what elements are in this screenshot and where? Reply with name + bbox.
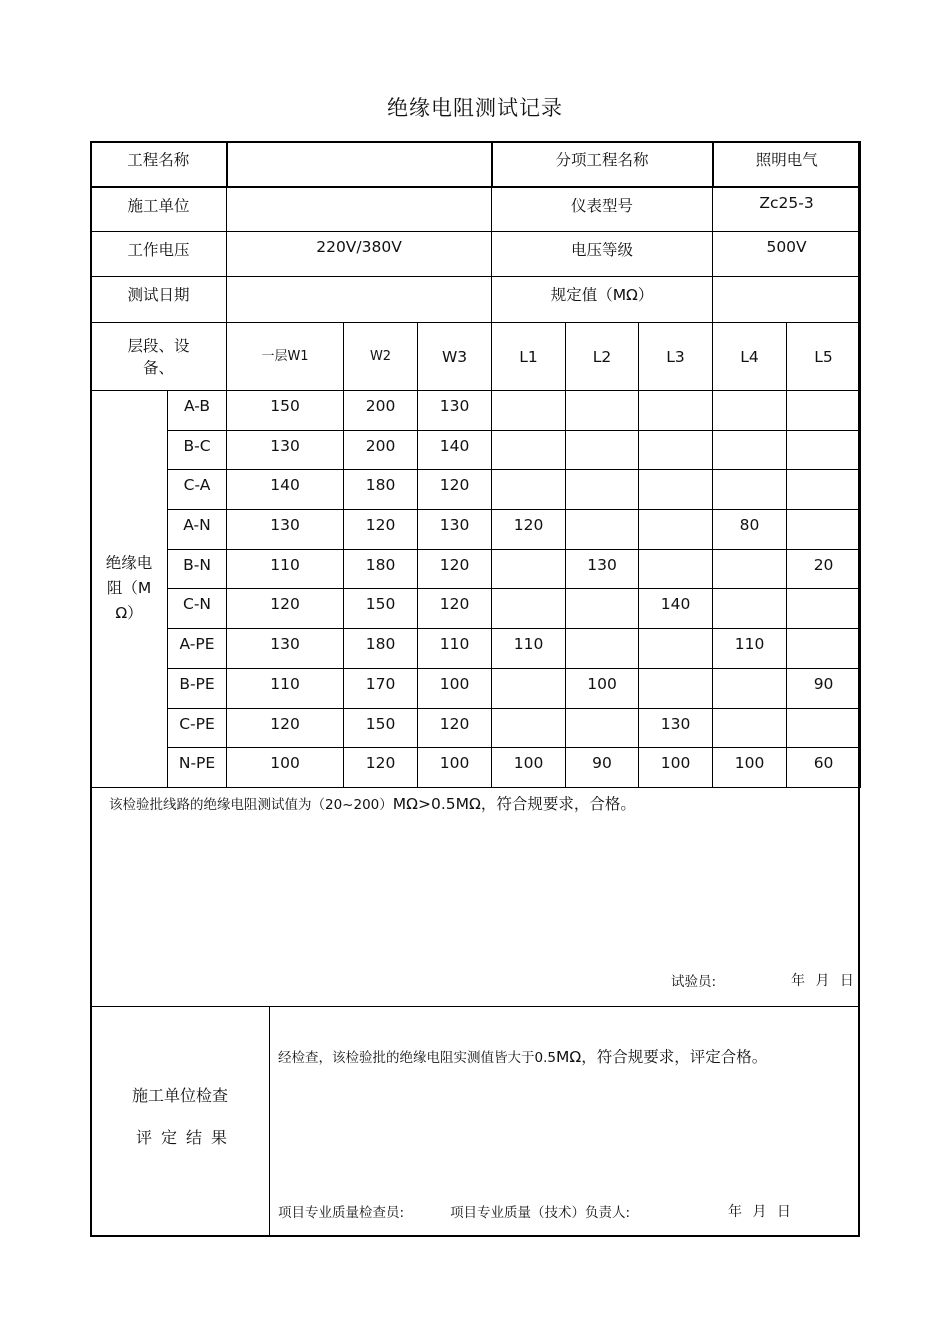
resistance-value[interactable]: 110 bbox=[227, 668, 344, 708]
resistance-value[interactable] bbox=[639, 668, 713, 708]
table-row bbox=[91, 510, 861, 550]
phase-label: C-N bbox=[168, 589, 227, 629]
resistance-value[interactable]: 150 bbox=[344, 589, 418, 629]
resistance-value[interactable] bbox=[492, 589, 566, 629]
meter-model-label: 仪表型号 bbox=[492, 187, 713, 232]
resistance-value[interactable]: 120 bbox=[418, 470, 492, 510]
resistance-value[interactable]: 100 bbox=[418, 668, 492, 708]
resistance-value[interactable]: 140 bbox=[639, 589, 713, 629]
resistance-value[interactable]: 120 bbox=[344, 510, 418, 550]
evaluation-text-small: 经检查，该检验批的绝缘电阻实测值皆大于0.5 bbox=[278, 1050, 556, 1066]
resistance-value[interactable]: 100 bbox=[227, 748, 344, 788]
resistance-value[interactable] bbox=[787, 629, 861, 669]
column-header-4: L1 bbox=[492, 323, 566, 391]
resistance-value[interactable] bbox=[713, 549, 787, 589]
working-voltage-label: 工作电压 bbox=[91, 232, 227, 277]
resistance-value[interactable]: 180 bbox=[344, 549, 418, 589]
evaluation-text bbox=[278, 1045, 767, 1067]
resistance-value[interactable] bbox=[492, 430, 566, 470]
resistance-value[interactable]: 80 bbox=[713, 510, 787, 550]
sub-project-value[interactable]: 照明电气 bbox=[713, 142, 861, 187]
resistance-value[interactable]: 20 bbox=[787, 549, 861, 589]
resistance-value[interactable]: 120 bbox=[344, 748, 418, 788]
resistance-value[interactable]: 180 bbox=[344, 470, 418, 510]
table-row bbox=[91, 748, 861, 788]
table-row bbox=[91, 668, 861, 708]
construction-unit-value[interactable] bbox=[227, 187, 492, 232]
record-table bbox=[90, 141, 861, 788]
table-row bbox=[91, 430, 861, 470]
resistance-value[interactable]: 130 bbox=[418, 391, 492, 431]
phase-label: A-B bbox=[168, 391, 227, 431]
table-row bbox=[91, 470, 861, 510]
resistance-value[interactable] bbox=[639, 510, 713, 550]
resistance-value[interactable] bbox=[566, 629, 639, 669]
resistance-value[interactable]: 100 bbox=[713, 748, 787, 788]
resistance-value[interactable]: 120 bbox=[418, 708, 492, 748]
table-row bbox=[91, 629, 861, 669]
resistance-value[interactable]: 130 bbox=[639, 708, 713, 748]
phase-label: B-N bbox=[168, 549, 227, 589]
resistance-value[interactable] bbox=[492, 668, 566, 708]
test-conclusion-text bbox=[109, 792, 636, 814]
phase-label: C-A bbox=[168, 470, 227, 510]
resistance-value[interactable] bbox=[639, 549, 713, 589]
conclusion-text-small: 该检验批线路的绝缘电阻测试值为（20~200） bbox=[109, 797, 393, 813]
construction-unit-label: 施工单位 bbox=[91, 187, 227, 232]
column-header-6: L3 bbox=[639, 323, 713, 391]
working-voltage-value[interactable]: 220V/380V bbox=[227, 232, 492, 277]
resistance-value[interactable] bbox=[713, 470, 787, 510]
insulation-resistance-label bbox=[91, 391, 168, 788]
resistance-value[interactable]: 150 bbox=[344, 708, 418, 748]
resistance-value[interactable]: 120 bbox=[418, 589, 492, 629]
resistance-value[interactable]: 110 bbox=[492, 629, 566, 669]
phase-label: C-PE bbox=[168, 708, 227, 748]
test-conclusion-box bbox=[90, 786, 860, 1007]
resistance-value[interactable]: 120 bbox=[227, 708, 344, 748]
resistance-value[interactable] bbox=[639, 629, 713, 669]
conclusion-text-big: MΩ>0.5MΩ，符合规要求，合格。 bbox=[392, 795, 636, 813]
resistance-value[interactable] bbox=[787, 470, 861, 510]
resistance-value[interactable] bbox=[639, 430, 713, 470]
sub-project-label: 分项工程名称 bbox=[492, 142, 713, 187]
phase-label: A-PE bbox=[168, 629, 227, 669]
voltage-class-label: 电压等级 bbox=[492, 232, 713, 277]
phase-label: B-C bbox=[168, 430, 227, 470]
resistance-value[interactable]: 120 bbox=[492, 510, 566, 550]
column-header-1: 一层W1 bbox=[227, 323, 344, 391]
evaluation-box bbox=[90, 1007, 860, 1237]
inspector-label: 项目专业质量检查员: bbox=[278, 1205, 405, 1221]
table-row bbox=[91, 708, 861, 748]
resistance-value[interactable] bbox=[787, 589, 861, 629]
resistance-value[interactable] bbox=[566, 470, 639, 510]
column-header-2: W2 bbox=[344, 323, 418, 391]
spec-value-value[interactable] bbox=[713, 277, 861, 323]
resistance-value[interactable]: 130 bbox=[566, 549, 639, 589]
resistance-value[interactable] bbox=[492, 708, 566, 748]
resistance-value[interactable] bbox=[639, 391, 713, 431]
resistance-value[interactable] bbox=[639, 470, 713, 510]
evaluation-date: 年 月 日 bbox=[728, 1204, 791, 1220]
resistance-value[interactable] bbox=[787, 708, 861, 748]
voltage-class-value[interactable]: 500V bbox=[713, 232, 861, 277]
resistance-value[interactable] bbox=[787, 391, 861, 431]
resistance-value[interactable]: 130 bbox=[227, 430, 344, 470]
resistance-value[interactable] bbox=[713, 391, 787, 431]
evaluation-signatures bbox=[278, 1201, 630, 1221]
column-header-7: L4 bbox=[713, 323, 787, 391]
resistance-value[interactable] bbox=[713, 668, 787, 708]
resistance-value[interactable] bbox=[566, 430, 639, 470]
resistance-value[interactable]: 130 bbox=[227, 510, 344, 550]
resistance-value[interactable]: 110 bbox=[713, 629, 787, 669]
responsible-label: 项目专业质量（技术）负责人: bbox=[450, 1205, 631, 1221]
resistance-value[interactable] bbox=[787, 430, 861, 470]
resistance-value[interactable] bbox=[492, 549, 566, 589]
resistance-value[interactable]: 60 bbox=[787, 748, 861, 788]
resistance-value[interactable]: 90 bbox=[787, 668, 861, 708]
resistance-value[interactable] bbox=[713, 708, 787, 748]
project-name-value[interactable] bbox=[227, 142, 492, 187]
resistance-value[interactable]: 170 bbox=[344, 668, 418, 708]
column-header-5: L2 bbox=[566, 323, 639, 391]
evaluation-text-big: MΩ，符合规要求，评定合格。 bbox=[555, 1048, 768, 1066]
phase-label: A-N bbox=[168, 510, 227, 550]
resistance-value[interactable]: 140 bbox=[418, 430, 492, 470]
evaluation-label-line2: 评定结果 bbox=[135, 1128, 236, 1147]
resistance-value[interactable]: 100 bbox=[566, 668, 639, 708]
resistance-value[interactable]: 90 bbox=[566, 748, 639, 788]
table-row bbox=[91, 589, 861, 629]
resistance-value[interactable] bbox=[492, 470, 566, 510]
table-row bbox=[91, 549, 861, 589]
table-row bbox=[91, 391, 861, 431]
column-header-3: W3 bbox=[418, 323, 492, 391]
resistance-value[interactable]: 140 bbox=[227, 470, 344, 510]
resistance-value[interactable] bbox=[566, 510, 639, 550]
tester-label: 试验员: bbox=[671, 974, 717, 990]
test-date-value[interactable] bbox=[227, 277, 492, 323]
insulation-resistance-text: 绝缘电阻（MΩ） bbox=[105, 554, 153, 623]
resistance-value[interactable] bbox=[492, 391, 566, 431]
resistance-value[interactable]: 150 bbox=[227, 391, 344, 431]
resistance-value[interactable] bbox=[566, 589, 639, 629]
tester-date: 年 月 日 bbox=[791, 973, 854, 989]
resistance-value[interactable] bbox=[787, 510, 861, 550]
evaluation-label-cell bbox=[90, 1007, 270, 1237]
resistance-value[interactable]: 100 bbox=[639, 748, 713, 788]
resistance-value[interactable]: 110 bbox=[227, 549, 344, 589]
resistance-value[interactable]: 100 bbox=[492, 748, 566, 788]
row-header-text: 层段、设备、 bbox=[127, 336, 190, 377]
resistance-value[interactable]: 130 bbox=[418, 510, 492, 550]
project-name-label: 工程名称 bbox=[91, 142, 227, 187]
resistance-value[interactable]: 200 bbox=[344, 430, 418, 470]
resistance-value[interactable]: 130 bbox=[227, 629, 344, 669]
resistance-value[interactable] bbox=[566, 708, 639, 748]
resistance-value[interactable]: 120 bbox=[418, 549, 492, 589]
evaluation-label-line1: 施工单位检查 bbox=[131, 1086, 228, 1105]
row-header-label bbox=[91, 323, 227, 391]
resistance-value[interactable]: 180 bbox=[344, 629, 418, 669]
phase-label: B-PE bbox=[168, 668, 227, 708]
spec-value-label: 规定值（MΩ） bbox=[492, 277, 713, 323]
resistance-value[interactable]: 200 bbox=[344, 391, 418, 431]
phase-label: N-PE bbox=[168, 748, 227, 788]
resistance-value[interactable] bbox=[713, 430, 787, 470]
page-title: 绝缘电阻测试记录 bbox=[387, 96, 563, 120]
meter-model-value[interactable]: Zc25-3 bbox=[713, 187, 861, 232]
resistance-value[interactable]: 120 bbox=[227, 589, 344, 629]
column-header-8: L5 bbox=[787, 323, 861, 391]
resistance-value[interactable] bbox=[713, 589, 787, 629]
test-date-label: 测试日期 bbox=[91, 277, 227, 323]
resistance-value[interactable]: 110 bbox=[418, 629, 492, 669]
resistance-value[interactable]: 100 bbox=[418, 748, 492, 788]
resistance-value[interactable] bbox=[566, 391, 639, 431]
